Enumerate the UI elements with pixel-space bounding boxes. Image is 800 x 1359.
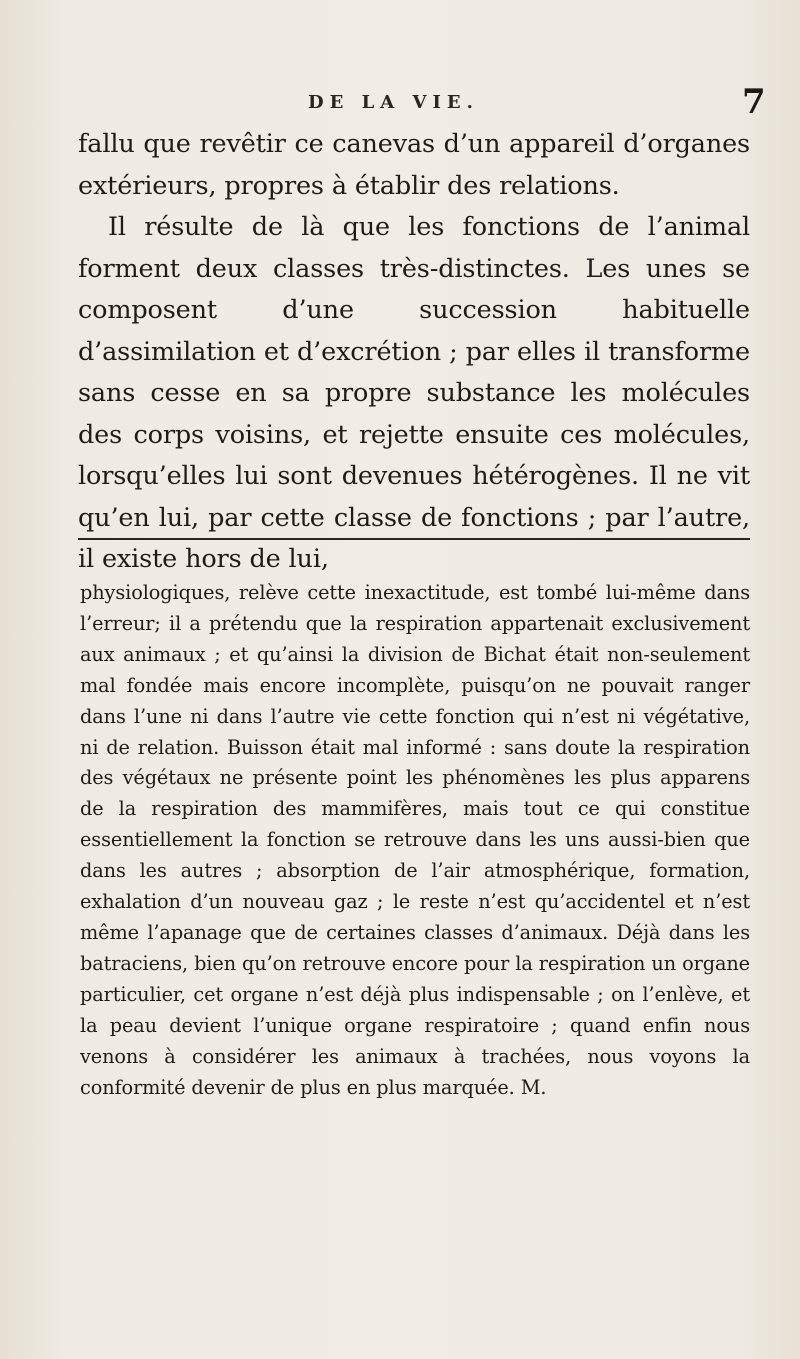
footnote (80, 578, 750, 1103)
footnote-separator-rule (78, 538, 750, 540)
main-text (78, 124, 750, 581)
page-number: 7 (742, 82, 766, 122)
running-head (0, 82, 800, 122)
footnote-text: physiologiques, relève cette inexactitude, est tombé lui-même dans l’erreur; il a prétendu que la respiration appartenait exclusivement aux animaux ; et qu’ainsi la division de Bichat était non-seulement mal fondée mais encore incomplète, puisqu’on ne pouvait ranger dans l’une ni dans l’autre vie cette fonction qui n’est ni végétative, ni de relation. Buisson était mal informé : sans doute la respiration des végétaux ne présente point les phénomènes les plus apparens de la respiration des mammifères, mais tout ce qui constitue essentiellement la fonction se retrouve dans les uns aussi-bien que dans les autres ; absorption de l’air atmosphérique, formation, exhalation d’un nouveau gaz ; le reste n’est qu’accidentel et n’est même l’apanage que de certaines classes d’animaux. Déjà dans les batraciens, bien qu’on retrouve encore pour la respiration un organe particulier, cet organe n’est déjà plus indispensable ; on l’enlève, et la peau devient l’unique organe respiratoire ; quand enfin nous venons à considérer les animaux à trachées, nous voyons la conformité devenir de plus en plus marquée. M. (80, 581, 750, 1099)
paragraph-continuation: fallu que revêtir ce canevas d’un appareil d’organes extérieurs, propres à établir des relations. (78, 129, 750, 201)
paragraph: Il résulte de là que les fonctions de l’animal forment deux classes très-distinctes. Les unes se composent d’une succession habituelle d’assimilation et d’excrétion ; par elles il transforme sans cesse en sa propre substance les molécules des corps voisins, et rejette ensuite ces molécules, lorsqu’elles lui sont devenues hétérogènes. Il ne vit qu’en lui, par cette classe de fonctions ; par l’autre, il existe hors de lui, (78, 212, 750, 574)
running-title: DE LA VIE. (308, 92, 479, 113)
